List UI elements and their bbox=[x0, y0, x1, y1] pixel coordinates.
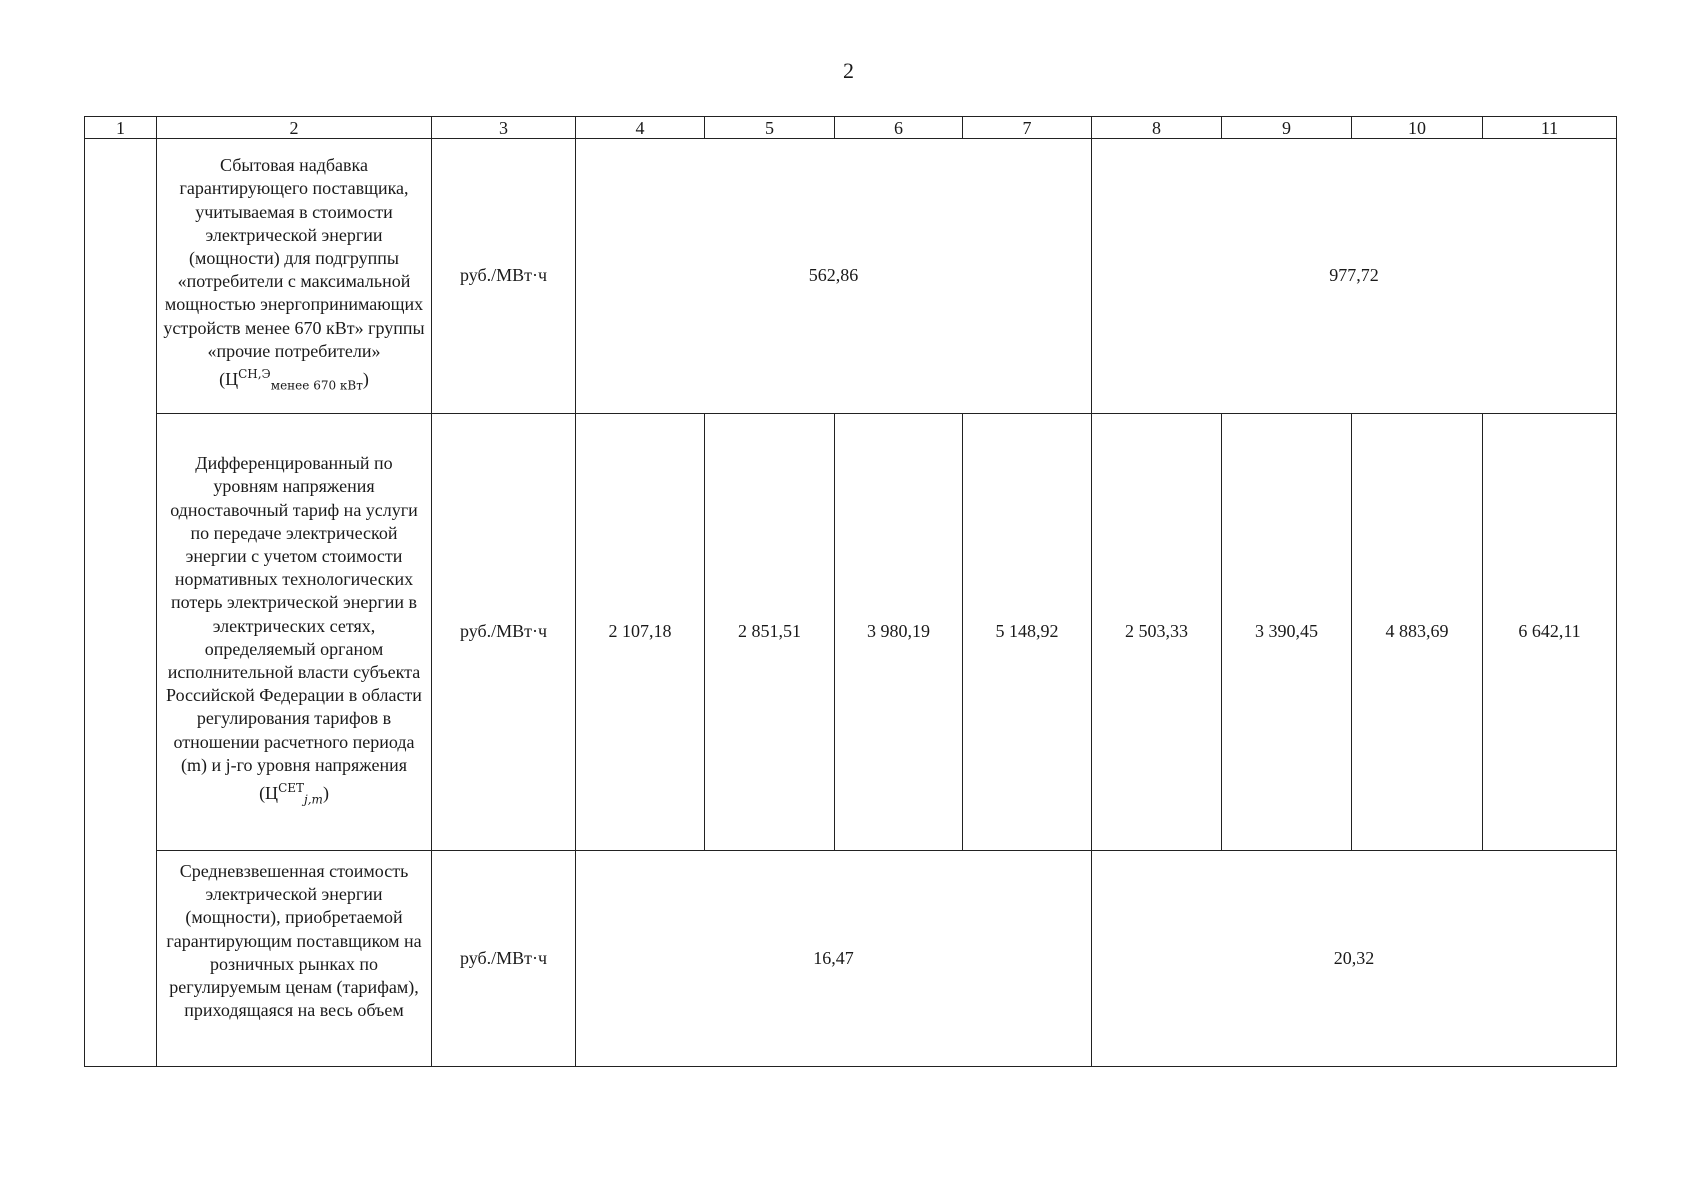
formula-symbol bbox=[238, 367, 369, 393]
column-number: 4 bbox=[576, 117, 705, 139]
row-description bbox=[157, 139, 432, 414]
column-number: 11 bbox=[1483, 117, 1617, 139]
table-row bbox=[85, 851, 1617, 1067]
column-number: 5 bbox=[705, 117, 835, 139]
value-cell: 3 390,45 bbox=[1222, 414, 1352, 851]
column-number: 10 bbox=[1352, 117, 1483, 139]
unit-cell: руб./МВт·ч bbox=[432, 139, 576, 414]
value-cell: 2 851,51 bbox=[705, 414, 835, 851]
value-cell: 4 883,69 bbox=[1352, 414, 1483, 851]
formula-superscript: СЕТ bbox=[278, 781, 305, 796]
row-description bbox=[157, 414, 432, 851]
column-number-row bbox=[85, 117, 1617, 139]
description-text: Дифференцированный по уровням напряжения одноставочный тариф на услуги по передаче электрической энергии с учетом стоимости нормативных технологических потерь электрической энергии в электрических сетях, определяемый органом исполнительной власти субъекта Российской Федерации в области регулирования тарифов в отношении расчетного периода (m) и j-го уровня напряжения (Ц bbox=[166, 453, 422, 804]
value-cell: 562,86 bbox=[576, 139, 1092, 414]
value-cell: 3 980,19 bbox=[835, 414, 963, 851]
formula-superscript: СН,Э bbox=[238, 367, 271, 382]
value-cell: 20,32 bbox=[1092, 851, 1617, 1067]
table-row bbox=[85, 139, 1617, 414]
description-text: Сбытовая надбавка гарантирующего поставщика, учитываемая в стоимости электрической энергии (мощности) для подгруппы «потребители с максимальной мощностью энергопринимающих устройств менее 670 кВт» группы «прочие потребители» (Ц bbox=[163, 155, 425, 390]
value-cell: 2 107,18 bbox=[576, 414, 705, 851]
value-cell: 2 503,33 bbox=[1092, 414, 1222, 851]
column-number: 1 bbox=[85, 117, 157, 139]
column-number: 8 bbox=[1092, 117, 1222, 139]
row-description bbox=[157, 851, 432, 1067]
value-cell: 6 642,11 bbox=[1483, 414, 1617, 851]
column-number: 6 bbox=[835, 117, 963, 139]
description-text: Средневзвешенная стоимость электрической энергии (мощности), приобретаемой гарантирующим поставщиком на розничных рынках по регулируемым ценам (тарифам), приходящаяся на весь объем bbox=[166, 861, 422, 1021]
page-number: 2 bbox=[843, 58, 854, 83]
unit-cell: руб./МВт·ч bbox=[432, 851, 576, 1067]
formula-close: ) bbox=[322, 783, 329, 804]
formula-subscript: менее 670 кВт bbox=[270, 378, 363, 393]
value-cell: 977,72 bbox=[1092, 139, 1617, 414]
unit-cell: руб./МВт·ч bbox=[432, 414, 576, 851]
formula-subscript: j,m bbox=[304, 792, 323, 807]
table-row bbox=[85, 414, 1617, 851]
value-cell: 16,47 bbox=[576, 851, 1092, 1067]
column-number: 7 bbox=[963, 117, 1092, 139]
value-cell: 5 148,92 bbox=[963, 414, 1092, 851]
formula-symbol bbox=[278, 781, 329, 807]
column-number: 3 bbox=[432, 117, 576, 139]
formula-close: ) bbox=[362, 369, 369, 390]
column-number: 2 bbox=[157, 117, 432, 139]
column-number: 9 bbox=[1222, 117, 1352, 139]
tariff-table bbox=[84, 116, 1617, 1067]
row-number-cell bbox=[85, 139, 157, 1067]
